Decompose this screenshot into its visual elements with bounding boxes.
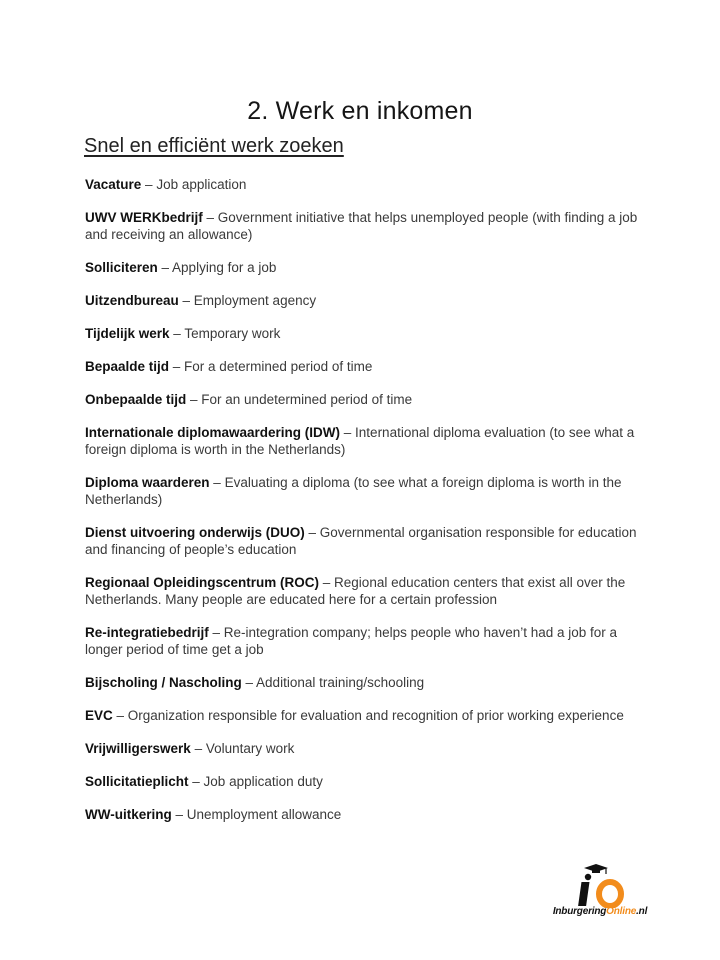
glossary-term: Tijdelijk werk bbox=[85, 326, 170, 341]
glossary-term: WW-uitkering bbox=[85, 807, 172, 822]
glossary-entry bbox=[85, 325, 645, 342]
logo-wordmark bbox=[540, 906, 660, 917]
glossary-definition: Employment agency bbox=[193, 293, 317, 308]
glossary-definition: Voluntary work bbox=[205, 741, 295, 756]
glossary-definition: Job application bbox=[156, 177, 247, 192]
glossary-term: Regionaal Opleidingscentrum (ROC) bbox=[85, 575, 320, 590]
glossary-term: Bepaalde tijd bbox=[85, 359, 170, 374]
glossary-separator: – bbox=[186, 392, 202, 407]
glossary-definition: Re-integration company; helps people who haven’t had a job for a longer period of time get a job bbox=[85, 625, 618, 657]
glossary-separator: – bbox=[188, 774, 204, 789]
glossary-separator: – bbox=[319, 575, 335, 590]
glossary-definition: Unemployment allowance bbox=[186, 807, 342, 822]
section-heading: Snel en efficiënt werk zoeken bbox=[84, 135, 344, 157]
glossary-definition: Applying for a job bbox=[172, 260, 277, 275]
glossary-definition: Governmental organisation responsible for education and financing of people’s education bbox=[85, 525, 637, 557]
glossary-term: Bijscholing / Nascholing bbox=[85, 675, 242, 690]
glossary-entry bbox=[85, 674, 645, 691]
glossary-term: Dienst uitvoering onderwijs (DUO) bbox=[85, 525, 305, 540]
glossary-entry bbox=[85, 773, 645, 790]
glossary-term: Re-integratiebedrijf bbox=[85, 625, 209, 640]
glossary-term: Vacature bbox=[85, 177, 142, 192]
glossary-entry bbox=[85, 806, 645, 823]
glossary-separator: – bbox=[178, 293, 194, 308]
glossary-separator: – bbox=[157, 260, 173, 275]
glossary-entry bbox=[85, 424, 645, 458]
glossary-term: Diploma waarderen bbox=[85, 475, 210, 490]
glossary-term: UWV WERKbedrijf bbox=[85, 210, 203, 225]
io-logo-icon bbox=[554, 864, 644, 908]
glossary-definition: Regional education centers that exist all over the Netherlands. Many people are educated here for a certain profession bbox=[85, 575, 626, 607]
glossary-term: Vrijwilligerswerk bbox=[85, 741, 191, 756]
glossary-definition: Evaluating a diploma (to see what a foreign diploma is worth in the Netherlands) bbox=[85, 475, 622, 507]
glossary-entry bbox=[85, 474, 645, 508]
glossary-entry bbox=[85, 707, 645, 724]
glossary-list bbox=[85, 176, 645, 839]
glossary-definition: Organization responsible for evaluation and recognition of prior working experience bbox=[127, 708, 624, 723]
glossary-separator: – bbox=[190, 741, 206, 756]
glossary-separator: – bbox=[241, 675, 257, 690]
glossary-separator: – bbox=[141, 177, 157, 192]
glossary-separator: – bbox=[169, 359, 185, 374]
glossary-separator: – bbox=[112, 708, 128, 723]
glossary-separator: – bbox=[209, 475, 225, 490]
logo-text-dark: Inburgering bbox=[552, 906, 607, 917]
glossary-entry bbox=[85, 259, 645, 276]
glossary-entry bbox=[85, 624, 645, 658]
glossary-definition: For an undetermined period of time bbox=[201, 392, 413, 407]
glossary-term: Uitzendbureau bbox=[85, 293, 179, 308]
glossary-definition: Additional training/schooling bbox=[256, 675, 425, 690]
glossary-entry bbox=[85, 292, 645, 309]
page-title: 2. Werk en inkomen bbox=[247, 96, 473, 125]
glossary-separator: – bbox=[169, 326, 185, 341]
glossary-separator: – bbox=[304, 525, 320, 540]
glossary-definition: Job application duty bbox=[203, 774, 323, 789]
glossary-separator: – bbox=[340, 425, 356, 440]
glossary-term: Internationale diplomawaardering (IDW) bbox=[85, 425, 341, 440]
glossary-term: Solliciteren bbox=[85, 260, 158, 275]
glossary-entry bbox=[85, 740, 645, 757]
inburgering-online-logo bbox=[540, 860, 660, 924]
glossary-definition: Government initiative that helps unemployed people (with finding a job and receiving an allowance) bbox=[85, 210, 638, 242]
glossary-entry bbox=[85, 391, 645, 408]
glossary-entry bbox=[85, 209, 645, 243]
glossary-separator: – bbox=[171, 807, 187, 822]
logo-text-suffix: .nl bbox=[636, 906, 648, 917]
glossary-definition: Temporary work bbox=[184, 326, 281, 341]
glossary-term: Onbepaalde tijd bbox=[85, 392, 187, 407]
glossary-term: EVC bbox=[85, 708, 113, 723]
glossary-definition: International diploma evaluation (to see what a foreign diploma is worth in the Netherlands) bbox=[85, 425, 635, 457]
glossary-entry bbox=[85, 524, 645, 558]
glossary-entry bbox=[85, 176, 645, 193]
glossary-separator: – bbox=[208, 625, 224, 640]
glossary-entry bbox=[85, 358, 645, 375]
glossary-definition: For a determined period of time bbox=[184, 359, 373, 374]
glossary-term: Sollicitatieplicht bbox=[85, 774, 189, 789]
glossary-entry bbox=[85, 574, 645, 608]
logo-text-orange: Online bbox=[606, 906, 637, 917]
glossary-separator: – bbox=[202, 210, 218, 225]
